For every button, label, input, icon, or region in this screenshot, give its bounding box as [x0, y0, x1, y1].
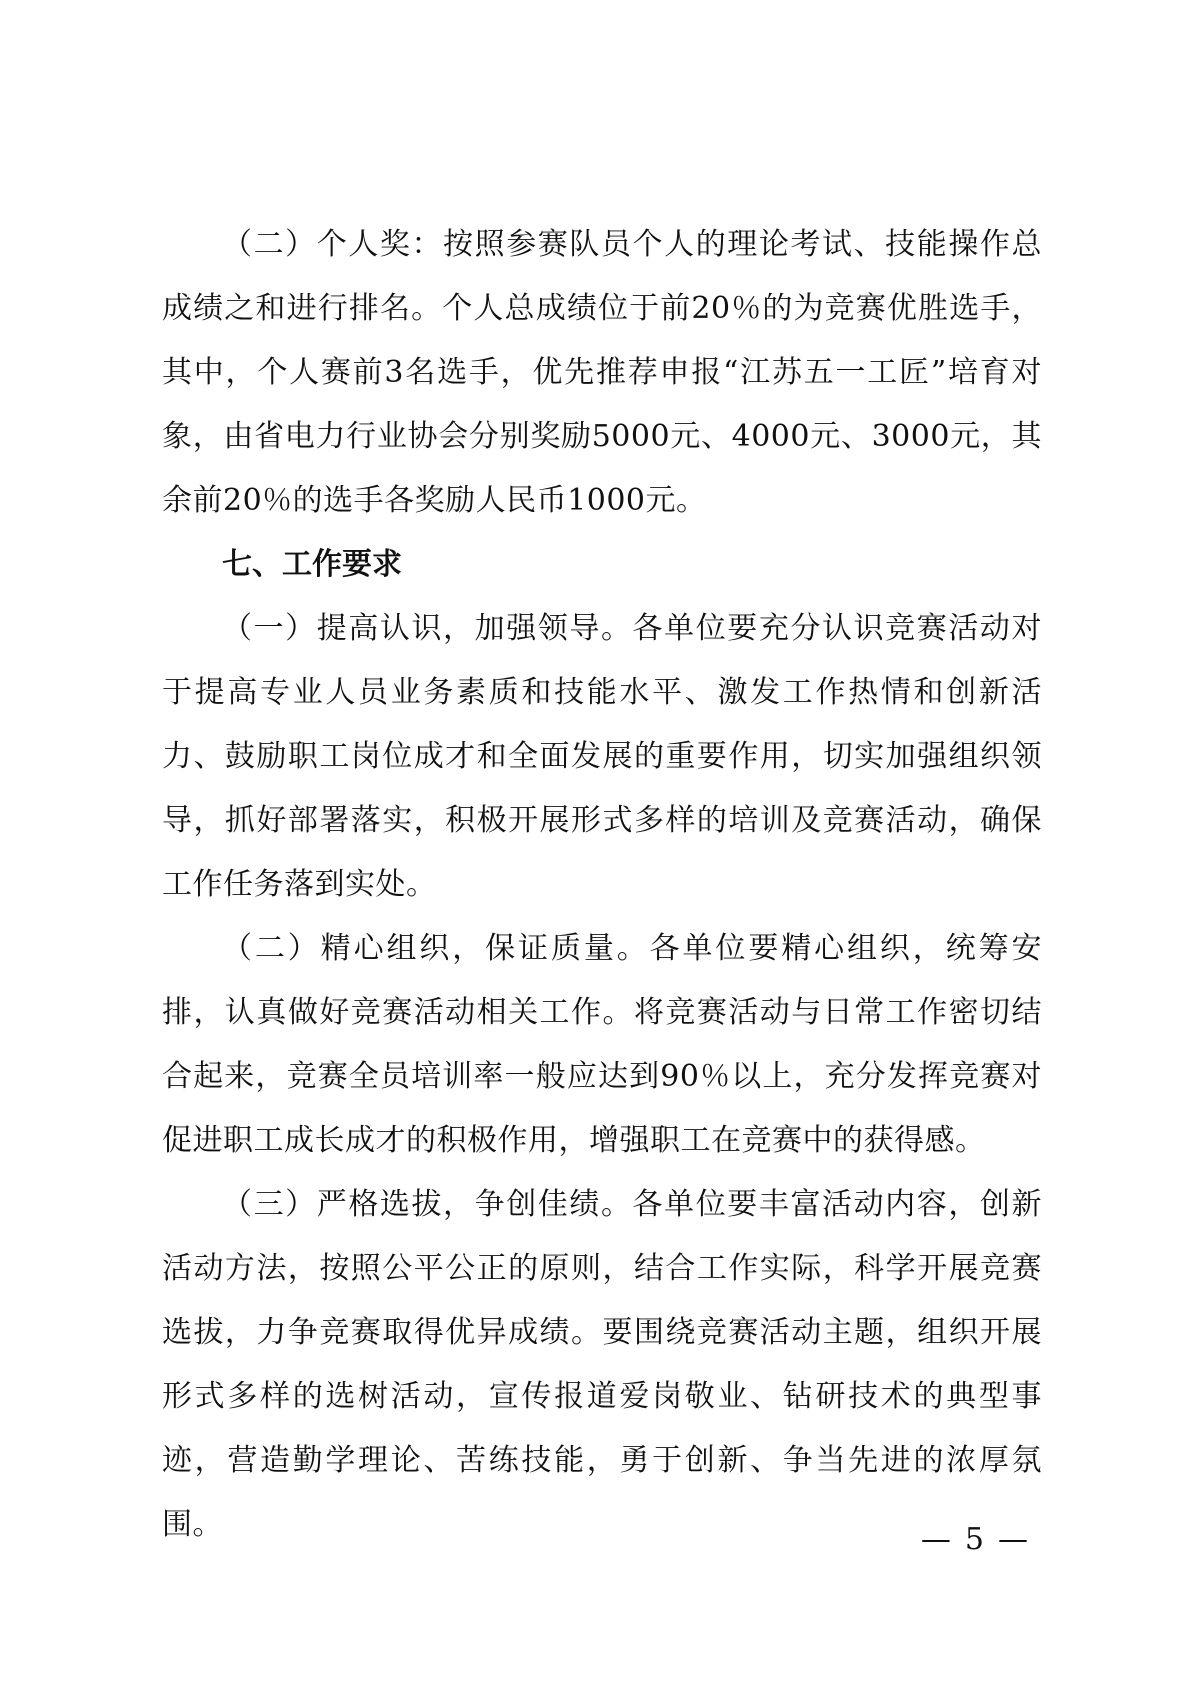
page-number-dash-left: —	[920, 1522, 951, 1557]
paragraph-individual-award: （二）个人奖：按照参赛队员个人的理论考试、技能操作总成绩之和进行排名。个人总成绩位于前20％的为竞赛优胜选手，其中，个人赛前3名选手，优先推荐申报“江苏五一工匠”培育对象，由省电力行业协会分别奖励5000元、4000元、3000元，其余前20％的选手各奖励人民币1000元。	[162, 227, 1042, 518]
section-heading-work-requirements: 七、工作要求	[222, 547, 402, 582]
page-number-dash-right: —	[998, 1522, 1028, 1557]
page-number-value: 5	[964, 1522, 984, 1557]
document-body	[162, 213, 1042, 1557]
page-number	[907, 1520, 1042, 1560]
paragraph-requirement-3: （三）严格选拔，争创佳绩。各单位要丰富活动内容，创新活动方法，按照公平公正的原则，结合工作实际，科学开展竞赛选拔，力争竞赛取得优异成绩。要围绕竞赛活动主题，组织开展形式多样的选树活动，宣传报道爱岗敬业、钻研技术的典型事迹，营造勤学理论、苦练技能，勇于创新、争当先进的浓厚氛围。	[162, 1187, 1042, 1542]
paragraph-requirement-1: （一）提高认识，加强领导。各单位要充分认识竞赛活动对于提高专业人员业务素质和技能水平、激发工作热情和创新活力、鼓励职工岗位成才和全面发展的重要作用，切实加强组织领导，抓好部署落实，积极开展形式多样的培训及竞赛活动，确保工作任务落到实处。	[162, 611, 1042, 902]
paragraph-requirement-2: （二）精心组织，保证质量。各单位要精心组织，统筹安排，认真做好竞赛活动相关工作。将竞赛活动与日常工作密切结合起来，竞赛全员培训率一般应达到90％以上，充分发挥竞赛对促进职工成长成才的积极作用，增强职工在竞赛中的获得感。	[162, 931, 1042, 1158]
